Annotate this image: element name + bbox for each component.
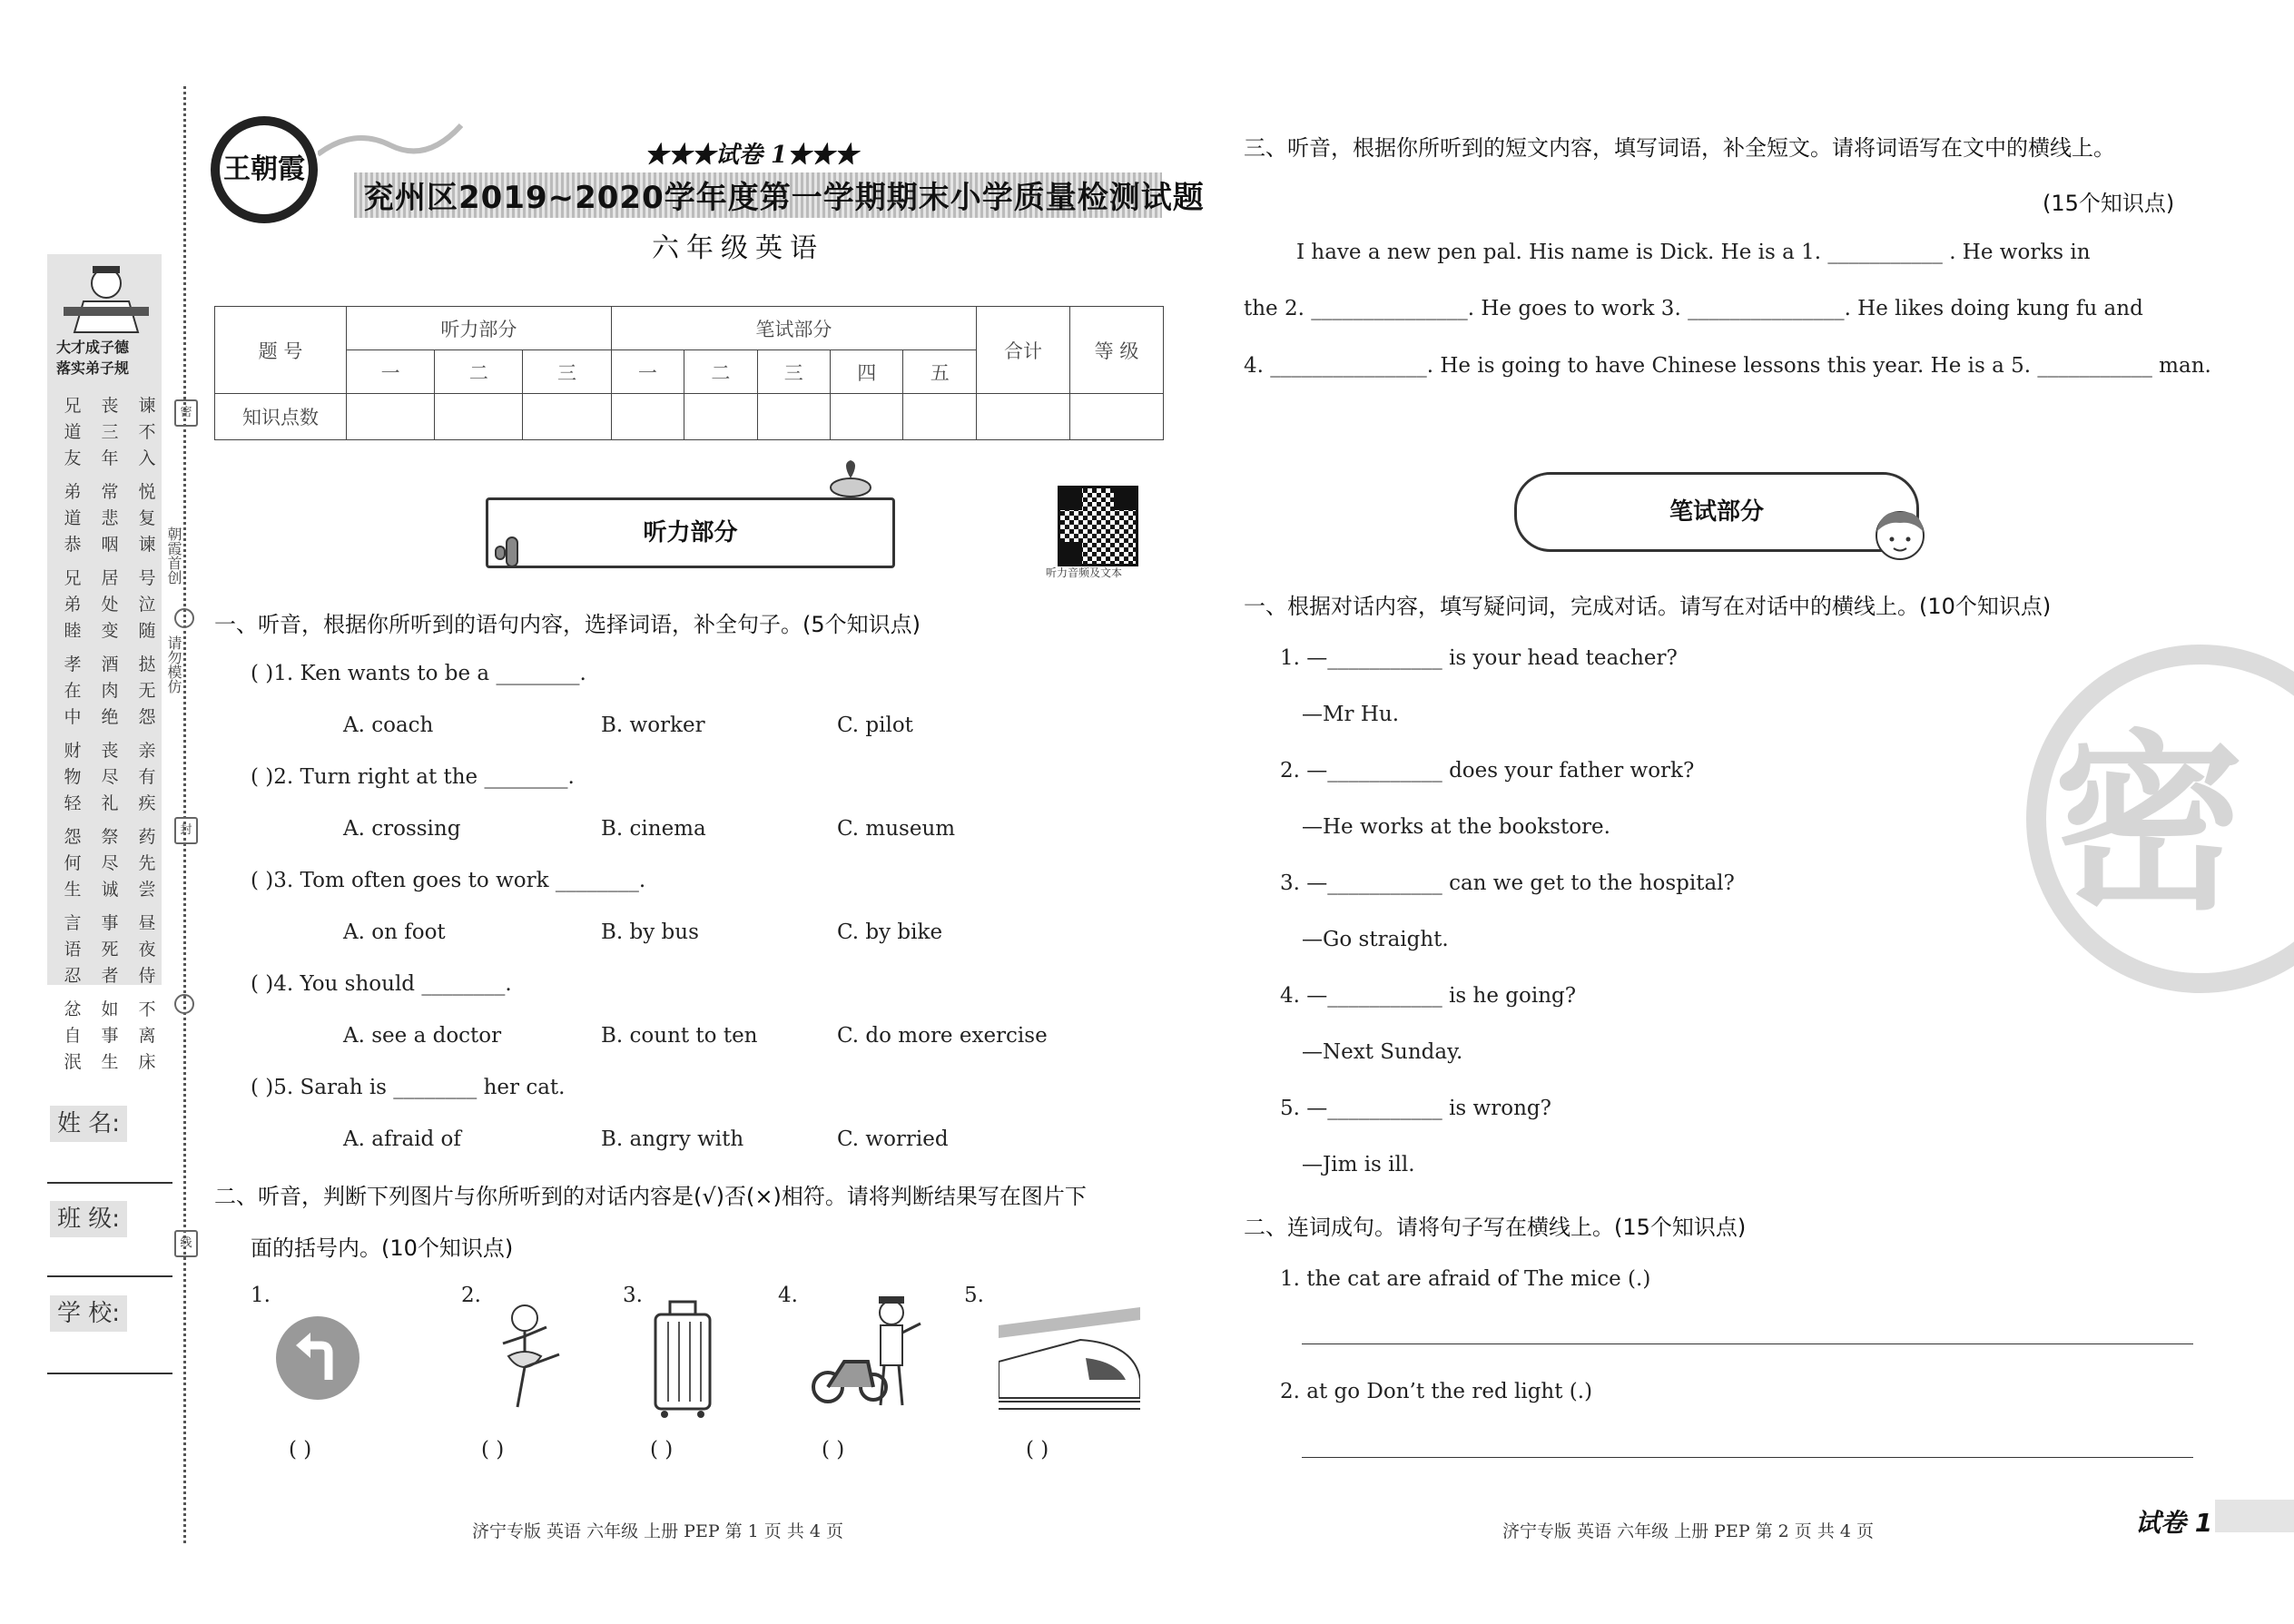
- class-field[interactable]: [47, 1275, 172, 1277]
- sentence-item-2: 2. at go Don’t the red light (.): [1280, 1380, 1593, 1403]
- dialogue-3-question: 3. —___________ can we get to the hospital?: [1280, 871, 1735, 895]
- poem-char: 事: [101, 1026, 119, 1046]
- listening-part3-points: (15个知识点): [2043, 191, 2175, 216]
- picture-number-4: 4.: [778, 1284, 798, 1307]
- girl-face-icon: [1868, 508, 1932, 563]
- grade-header: 等 级: [1070, 307, 1164, 394]
- q5-option-c[interactable]: C. worried: [837, 1127, 949, 1151]
- poem-char: 亲: [138, 741, 156, 761]
- poem-char: 悲: [101, 508, 119, 528]
- poem-row: [60, 880, 160, 901]
- poem-char: 生: [101, 1052, 119, 1072]
- score-cell[interactable]: [611, 394, 684, 440]
- listening-q4-stem: ( )4. You should ________.: [251, 972, 512, 996]
- poem-row: [60, 707, 160, 728]
- poem-char: 泯: [64, 1052, 82, 1072]
- listening-part1-heading: 一、听音，根据你所听到的语句内容，选择词语，补全句子。(5个知识点): [214, 612, 921, 637]
- poem-char: 如: [101, 999, 119, 1019]
- q1-option-b[interactable]: B. worker: [601, 714, 705, 737]
- brand-logo: [211, 116, 318, 223]
- man-with-motorbike-icon: [808, 1293, 926, 1409]
- poem-char: 昼: [138, 913, 156, 933]
- poem-char: 忿: [64, 999, 82, 1019]
- sentence-item-1: 1. the cat are afraid of The mice (.): [1280, 1267, 1651, 1291]
- poem-char: 忍: [64, 966, 82, 986]
- seal-mark-3: 线: [174, 1230, 198, 1257]
- q4-option-b[interactable]: B. count to ten: [601, 1024, 758, 1048]
- poem-char: 道: [64, 422, 82, 442]
- poem-char: 轻: [64, 793, 82, 813]
- exam-subtitle: 六年级英语: [652, 232, 824, 264]
- writing-header: 笔试部分: [611, 307, 976, 350]
- score-cell[interactable]: [435, 394, 523, 440]
- poem-char: 不: [138, 999, 156, 1019]
- class-label: 班 级:: [50, 1201, 127, 1237]
- poem-char: 丧: [101, 396, 119, 416]
- poem-char: 三: [101, 422, 119, 442]
- poem-char: 变: [101, 621, 119, 641]
- seal-mark-2: 封: [174, 817, 198, 844]
- poem-char: 先: [138, 853, 156, 873]
- listening-header: 听力部分: [347, 307, 612, 350]
- poem-row: [60, 767, 160, 788]
- writing-col-4: 四: [831, 350, 903, 394]
- q1-option-a[interactable]: A. coach: [343, 714, 434, 737]
- poem-char: 睦: [64, 621, 82, 641]
- poem-char: 谏: [138, 396, 156, 416]
- poem-row: [60, 535, 160, 556]
- poem-char: 酒: [101, 655, 119, 674]
- poem-char: 随: [138, 621, 156, 641]
- high-speed-train-icon: [999, 1307, 1140, 1412]
- binding-ring-2: [174, 994, 194, 1014]
- score-cell[interactable]: [523, 394, 611, 440]
- writing-col-5: 五: [903, 350, 977, 394]
- corner-band: [2215, 1500, 2294, 1532]
- poem-char: 怨: [64, 827, 82, 847]
- row-label: 题 号: [215, 307, 347, 394]
- writing-col-1: 一: [611, 350, 684, 394]
- q1-option-c[interactable]: C. pilot: [837, 714, 913, 737]
- exam-title: 兖州区2019~2020学年度第一学期期末小学质量检测试题: [363, 180, 1205, 216]
- name-field[interactable]: [47, 1182, 172, 1184]
- score-cell[interactable]: [684, 394, 757, 440]
- poem-char: 尽: [101, 853, 119, 873]
- poem-row: [60, 568, 160, 589]
- poem-row: [60, 621, 160, 642]
- q3-option-a[interactable]: A. on foot: [343, 920, 446, 944]
- poem-char: 有: [138, 767, 156, 787]
- binding-ring-1: [174, 608, 194, 628]
- poem-char: 入: [138, 448, 156, 468]
- poem-char: 兄: [64, 396, 82, 416]
- poem-char: 自: [64, 1026, 82, 1046]
- passage-line-2: the 2. _______________. He goes to work 3. _______________. He likes doing kung fu and: [1244, 297, 2143, 320]
- poem-char: 床: [138, 1052, 156, 1072]
- poem-char: 友: [64, 448, 82, 468]
- picture-number-2: 2.: [461, 1284, 481, 1307]
- poem-columns: [60, 396, 160, 1086]
- score-cell[interactable]: [757, 394, 830, 440]
- dialogue-2-question: 2. —___________ does your father work?: [1280, 759, 1695, 782]
- listening-q3-stem: ( )3. Tom often goes to work ________.: [251, 869, 646, 892]
- poem-char: 常: [101, 482, 119, 502]
- passage-line-3: 4. _______________. He is going to have Chinese lessons this year. He is a 5. ___________ man.: [1244, 354, 2211, 378]
- listening-part3-heading: 三、听音，根据你所听到的短文内容，填写词语，补全短文。请将词语写在文中的横线上。: [1244, 135, 2115, 161]
- footer-right: 济宁专版 英语 六年级 上册 PEP 第 2 页 共 4 页: [1502, 1521, 1875, 1541]
- poem-char: 号: [138, 568, 156, 588]
- poem-char: 者: [101, 966, 119, 986]
- motto-line1: 大才成子德: [56, 339, 130, 356]
- dialogue-4-question: 4. —___________ is he going?: [1280, 984, 1577, 1008]
- poem-char: 弟: [64, 482, 82, 502]
- vertical-note-2: 请勿模仿: [165, 635, 182, 694]
- dialogue-5-answer: —Jim is ill.: [1302, 1153, 1415, 1176]
- dialogue-2-answer: —He works at the bookstore.: [1302, 815, 1610, 839]
- writing-col-3: 三: [757, 350, 830, 394]
- score-cell[interactable]: [977, 394, 1070, 440]
- listening-q5-stem: ( )5. Sarah is ________ her cat.: [251, 1076, 566, 1099]
- writing-part2-heading: 二、连词成句。请将句子写在横线上。(15个知识点): [1244, 1215, 1747, 1240]
- q3-option-b[interactable]: B. by bus: [601, 920, 699, 944]
- ballet-dancer-icon: [481, 1300, 572, 1414]
- poem-char: 侍: [138, 966, 156, 986]
- poem-row: [60, 1026, 160, 1047]
- watermark-char: 密: [2053, 714, 2245, 936]
- score-cell[interactable]: [347, 394, 435, 440]
- dialogue-4-answer: —Next Sunday.: [1302, 1040, 1463, 1064]
- dialogue-1-answer: —Mr Hu.: [1302, 703, 1400, 726]
- qr-code-icon[interactable]: [1058, 486, 1138, 566]
- ribbon-decoration-icon: [318, 118, 463, 172]
- writing-banner: 笔试部分: [1514, 472, 1919, 552]
- poem-char: 语: [64, 940, 82, 960]
- q2-option-c[interactable]: C. museum: [837, 817, 956, 841]
- poem-char: 居: [101, 568, 119, 588]
- seal-mark-1: 密: [174, 399, 198, 427]
- brand-logo-text: 王朝霞: [220, 125, 309, 214]
- qr-caption: 听力音频及文本: [1046, 566, 1123, 579]
- poem-char: 尽: [101, 767, 119, 787]
- dialogue-3-answer: —Go straight.: [1302, 928, 1449, 951]
- school-label: 学 校:: [50, 1295, 127, 1332]
- picture-number-3: 3.: [623, 1284, 643, 1307]
- points-row-label: 知识点数: [215, 394, 347, 440]
- poem-row: [60, 793, 160, 814]
- poem-char: 诚: [101, 880, 119, 900]
- poem-char: 中: [64, 707, 82, 727]
- poem-char: 事: [101, 913, 119, 933]
- picture-answer-4[interactable]: ( ): [822, 1438, 845, 1462]
- listening-col-3: 三: [523, 350, 611, 394]
- poem-char: 财: [64, 741, 82, 761]
- picture-answer-1[interactable]: ( ): [289, 1438, 312, 1462]
- poem-row: [60, 1052, 160, 1073]
- poem-char: 兄: [64, 568, 82, 588]
- passage-line-1: I have a new pen pal. His name is Dick. He is a 1. ___________ . He works in: [1296, 241, 2091, 264]
- score-cell[interactable]: [903, 394, 977, 440]
- score-cell[interactable]: [831, 394, 903, 440]
- poem-char: 年: [101, 448, 119, 468]
- cactus-icon: [490, 534, 536, 570]
- poem-row: [60, 508, 160, 529]
- listening-banner: 听力部分: [486, 497, 895, 568]
- poem-char: 丧: [101, 741, 119, 761]
- footer-left: 济宁专版 英语 六年级 上册 PEP 第 1 页 共 4 页: [472, 1521, 844, 1541]
- picture-number-5: 5.: [964, 1284, 984, 1307]
- poem-char: 怨: [138, 707, 156, 727]
- poem-row: [60, 966, 160, 987]
- score-cell[interactable]: [1070, 394, 1164, 440]
- poem-char: 尝: [138, 880, 156, 900]
- poem-row: [60, 448, 160, 469]
- binding-dotted-line: [183, 86, 186, 1543]
- listening-q1-stem: ( )1. Ken wants to be a ________.: [251, 662, 586, 685]
- motto-line2: 落实弟子规: [56, 359, 130, 377]
- poem-char: 恭: [64, 535, 82, 555]
- answer-line-1[interactable]: [1302, 1343, 2193, 1344]
- listening-col-2: 二: [435, 350, 523, 394]
- answer-line-2[interactable]: [1302, 1457, 2193, 1458]
- score-table: [214, 306, 1164, 440]
- poem-row: [60, 853, 160, 874]
- picture-answer-3[interactable]: ( ): [650, 1438, 674, 1462]
- poem-row: [60, 999, 160, 1020]
- poem-char: 疾: [138, 793, 156, 813]
- vertical-note-1: 朝霞首创: [165, 527, 182, 585]
- poem-char: 无: [138, 681, 156, 701]
- poem-char: 言: [64, 913, 82, 933]
- poem-row: [60, 827, 160, 848]
- poem-char: 离: [138, 1026, 156, 1046]
- poem-row: [60, 681, 160, 702]
- poem-char: 谏: [138, 535, 156, 555]
- listening-part2-heading-line1: 二、听音，判断下列图片与你所听到的对话内容是(√)否(×)相符。请将判断结果写在图片下: [214, 1184, 1087, 1209]
- listening-part2-heading-line2: 面的括号内。(10个知识点): [251, 1235, 514, 1261]
- dialogue-5-question: 5. —___________ is wrong?: [1280, 1097, 1551, 1120]
- poem-char: 药: [138, 827, 156, 847]
- corner-paper-label: 试卷 1: [2135, 1508, 2213, 1538]
- poem-row: [60, 913, 160, 934]
- poem-char: 道: [64, 508, 82, 528]
- listening-col-1: 一: [347, 350, 435, 394]
- suitcase-icon: [652, 1300, 714, 1420]
- poem-char: 绝: [101, 707, 119, 727]
- dialogue-1-question: 1. —___________ is your head teacher?: [1280, 646, 1678, 670]
- poem-row: [60, 741, 160, 762]
- scholar-figure-icon: [56, 261, 156, 334]
- picture-answer-2[interactable]: ( ): [481, 1438, 505, 1462]
- poem-char: 弟: [64, 595, 82, 615]
- writing-col-2: 二: [684, 350, 757, 394]
- paper-label: ★★★试卷 1★★★: [645, 142, 859, 169]
- poem-char: 不: [138, 422, 156, 442]
- poem-char: 礼: [101, 793, 119, 813]
- q4-option-c[interactable]: C. do more exercise: [837, 1024, 1048, 1048]
- listening-q2-stem: ( )2. Turn right at the ________.: [251, 765, 575, 789]
- poem-char: 咽: [101, 535, 119, 555]
- plant-pot-icon: [828, 458, 873, 499]
- q2-option-b[interactable]: B. cinema: [601, 817, 706, 841]
- poem-char: 物: [64, 767, 82, 787]
- poem-char: 处: [101, 595, 119, 615]
- poem-char: 挞: [138, 655, 156, 674]
- poem-char: 孝: [64, 655, 82, 674]
- poem-row: [60, 422, 160, 443]
- school-field[interactable]: [47, 1373, 172, 1374]
- q2-option-a[interactable]: A. crossing: [343, 817, 461, 841]
- turn-left-sign-icon: [274, 1314, 361, 1402]
- poem-row: [60, 482, 160, 503]
- poem-row: [60, 655, 160, 675]
- picture-number-1: 1.: [251, 1284, 271, 1307]
- poem-row: [60, 940, 160, 960]
- poem-char: 悦: [138, 482, 156, 502]
- poem-char: 在: [64, 681, 82, 701]
- poem-char: 祭: [101, 827, 119, 847]
- q4-option-a[interactable]: A. see a doctor: [343, 1024, 502, 1048]
- poem-char: 生: [64, 880, 82, 900]
- poem-char: 复: [138, 508, 156, 528]
- poem-row: [60, 396, 160, 417]
- total-header: 合计: [977, 307, 1070, 394]
- q3-option-c[interactable]: C. by bike: [837, 920, 943, 944]
- poem-char: 肉: [101, 681, 119, 701]
- poem-char: 何: [64, 853, 82, 873]
- poem-char: 死: [101, 940, 119, 960]
- q5-option-b[interactable]: B. angry with: [601, 1127, 744, 1151]
- poem-char: 泣: [138, 595, 156, 615]
- poem-row: [60, 595, 160, 615]
- picture-answer-5[interactable]: ( ): [1026, 1438, 1049, 1462]
- poem-char: 夜: [138, 940, 156, 960]
- name-label: 姓 名:: [50, 1106, 127, 1142]
- writing-part1-heading: 一、根据对话内容，填写疑问词，完成对话。请写在对话中的横线上。(10个知识点): [1244, 594, 2052, 619]
- q5-option-a[interactable]: A. afraid of: [343, 1127, 461, 1151]
